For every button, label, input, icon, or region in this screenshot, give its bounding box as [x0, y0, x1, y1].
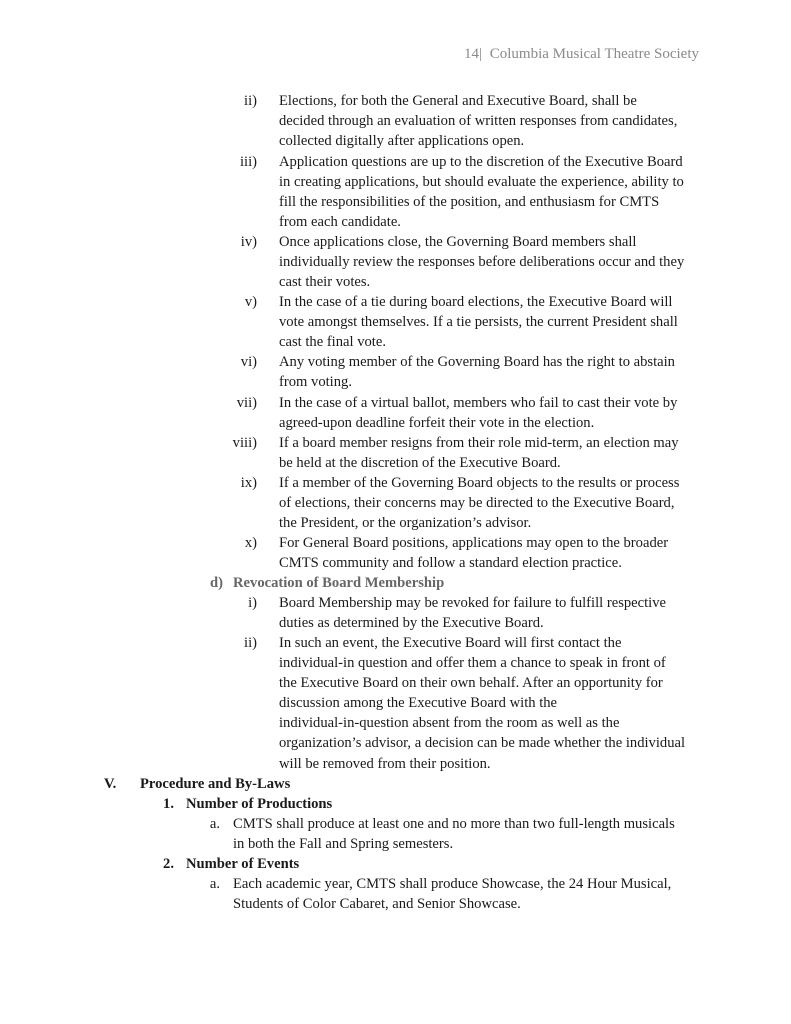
list-item-text: [279, 152, 684, 232]
text-line: Elections, for both the General and Executive Board, shall be: [279, 93, 637, 109]
text-line: agreed-upon deadline forfeit their vote in the election.: [279, 415, 595, 432]
header-org-name: Columbia Musical Theatre Society: [489, 46, 699, 62]
text-line: If a member of the Governing Board objects to the results or process: [279, 475, 680, 491]
text-line: collected digitally after applications open.: [279, 133, 525, 150]
text-line: CMTS shall produce at least one and no more than two full-length musicals: [233, 816, 675, 832]
text-line: CMTS community and follow a standard election practice.: [279, 555, 622, 572]
list-item-text: [279, 633, 685, 774]
list-marker: x): [244, 535, 257, 551]
text-line: individual-in-question absent from the room as well as the: [279, 715, 620, 732]
subsection-title: Number of Productions: [186, 796, 333, 812]
list-marker: ii): [244, 635, 257, 651]
text-line: from voting.: [279, 374, 352, 391]
section-marker: V.: [104, 776, 117, 792]
text-line: cast their votes.: [279, 274, 371, 291]
text-line: will be removed from their position.: [279, 755, 491, 772]
text-line: Board Membership may be revoked for failure to fulfill respective: [279, 595, 667, 611]
list-item-text: [279, 593, 666, 633]
text-line: Each academic year, CMTS shall produce Showcase, the 24 Hour Musical,: [233, 876, 672, 892]
text-line: Application questions are up to the discretion of the Executive Board: [279, 154, 683, 170]
list-marker: viii): [232, 435, 257, 451]
list-item-text: [279, 533, 668, 573]
list-marker: ii): [244, 93, 257, 109]
header-separator: |: [478, 46, 482, 62]
text-line: in creating applications, but should evaluate the experience, ability to: [279, 174, 684, 191]
list-item-text: [233, 874, 671, 914]
subsection-title: Number of Events: [186, 856, 300, 872]
text-line: from each candidate.: [279, 214, 401, 231]
text-line: Students of Color Cabaret, and Senior Showcase.: [233, 896, 521, 913]
list-marker: a.: [209, 876, 220, 892]
subsection-marker: d): [210, 575, 223, 591]
text-line: Any voting member of the Governing Board has the right to abstain: [279, 354, 675, 370]
list-marker: ix): [240, 475, 257, 491]
list-marker: a.: [209, 816, 220, 832]
list-marker: v): [244, 294, 257, 310]
text-line: the Executive Board on their own behalf. After an opportunity for: [279, 675, 663, 692]
text-line: In the case of a virtual ballot, members who fail to cast their vote by: [279, 395, 678, 411]
text-line: individually review the responses before deliberations occur and they: [279, 254, 685, 271]
list-item-text: [279, 91, 677, 151]
text-line: Once applications close, the Governing Board members shall: [279, 234, 637, 250]
list-marker: i): [248, 595, 257, 611]
page-number: 14: [463, 46, 479, 62]
text-line: discussion among the Executive Board with the: [279, 695, 558, 712]
subsection-marker: 2.: [163, 856, 174, 872]
subsection-title: Revocation of Board Membership: [233, 575, 445, 591]
text-line: the President, or the organization’s advisor.: [279, 515, 532, 532]
text-line: individual-in question and offer them a chance to speak in front of: [279, 655, 666, 672]
text-line: be held at the discretion of the Executive Board.: [279, 455, 561, 472]
text-line: organization’s advisor, a decision can be made whether the individual: [279, 735, 686, 752]
list-marker: iii): [239, 154, 257, 170]
text-line: in both the Fall and Spring semesters.: [233, 836, 454, 853]
text-line: vote amongst themselves. If a tie persists, the current President shall: [279, 314, 678, 331]
section-title: Procedure and By-Laws: [140, 776, 291, 792]
list-item-text: [233, 814, 675, 854]
list-marker: iv): [240, 234, 257, 250]
text-line: fill the responsibilities of the position, and enthusiasm for CMTS: [279, 194, 660, 211]
text-line: In such an event, the Executive Board will first contact the: [279, 635, 622, 651]
text-line: of elections, their concerns may be directed to the Executive Board,: [279, 495, 675, 512]
text-line: In the case of a tie during board elections, the Executive Board will: [279, 294, 673, 310]
subsection-marker: 1.: [163, 796, 174, 812]
text-line: cast the final vote.: [279, 334, 386, 351]
text-line: duties as determined by the Executive Board.: [279, 615, 544, 632]
list-marker: vi): [240, 354, 257, 370]
list-item-text: [279, 473, 679, 533]
list-item-text: [279, 433, 679, 473]
list-marker: vii): [236, 395, 257, 411]
page-header: [464, 46, 699, 63]
text-line: If a board member resigns from their role mid-term, an election may: [279, 435, 679, 451]
list-item-text: [279, 393, 677, 433]
list-item-text: [279, 352, 675, 392]
list-item-text: [279, 292, 678, 352]
list-item-text: [279, 232, 684, 292]
text-line: decided through an evaluation of written responses from candidates,: [279, 113, 678, 130]
text-line: For General Board positions, applications may open to the broader: [279, 535, 669, 551]
